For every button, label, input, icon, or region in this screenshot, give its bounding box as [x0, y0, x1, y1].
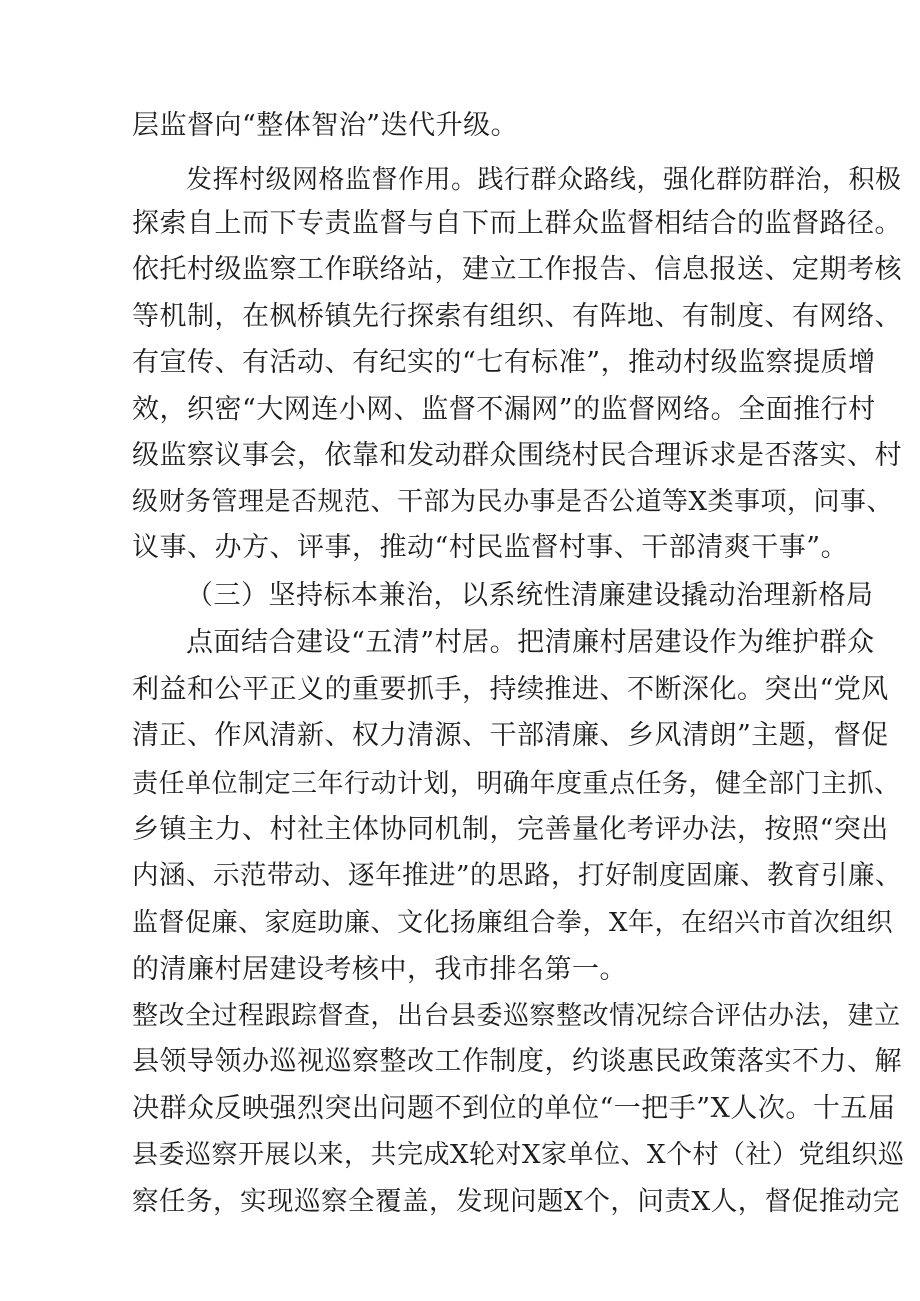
text-line: 整改全过程跟踪督查，出台县委巡察整改情况综合评估办法，建立 — [132, 1001, 901, 1031]
text-line: 效，织密“大网连小网、监督不漏网”的监督网络。全面推行村 — [132, 394, 876, 425]
paragraph-start-line: 发挥村级网格监督作用。践行群众路线，强化群防群治，积极 — [186, 165, 902, 195]
text-line: 利益和公平正义的重要抓手，持续推进、不断深化。突出“党风 — [132, 674, 889, 705]
text-line: 察任务，实现巡察全覆盖，发现问题X个，问责X人，督促推动完 — [132, 1186, 900, 1217]
text-line: 有宣传、有活动、有纪实的“七有标准”，推动村级监察提质增 — [132, 347, 876, 378]
text-line: 的清廉村居建设考核中，我市排名第一。 — [132, 954, 627, 985]
text-line: 清正、作风清新、权力清源、干部清廉、乡风清朗”主题，督促 — [132, 720, 889, 751]
text-line: 议事、办方、评事，推动“村民监督村事、干部清爽干事”。 — [132, 532, 849, 563]
text-line: 决群众反映强烈突出问题不到位的单位“一把手”X人次。十五届 — [132, 1093, 896, 1124]
text-line: 等机制，在枫桥镇先行探索有组织、有阵地、有制度、有网络、 — [132, 301, 902, 332]
text-line: 级监察议事会，依靠和发动群众围绕村民合理诉求是否落实、村 — [132, 440, 902, 471]
text-line: 内涵、示范带动、逐年推进”的思路，打好制度固廉、教育引廉、 — [132, 860, 903, 891]
text-line: 层监督向“整体智治”迭代升级。 — [132, 110, 519, 141]
paragraph-start-line: 点面结合建设“五清”村居。把清廉村居建设作为维护群众 — [186, 627, 875, 658]
text-line: 探索自上而下专责监督与自下而上群众监督相结合的监督路径。 — [132, 208, 902, 239]
text-line: 级财务管理是否规范、干部为民办事是否公道等X类事项，问事、 — [132, 487, 894, 517]
text-line: 依托村级监察工作联络站，建立工作报告、信息报送、定期考核 — [132, 254, 902, 285]
section-heading: （三）坚持标本兼治，以系统性清廉建设撬动治理新格局 — [186, 580, 874, 611]
text-line: 责任单位制定三年行动计划，明确年度重点任务，健全部门主抓、 — [132, 769, 901, 799]
text-line: 县领导领办巡视巡察整改工作制度，约谈惠民政策落实不力、解 — [132, 1046, 902, 1077]
text-line: 监督促廉、家庭助廉、文化扬廉组合拳，X年，在绍兴市首次组织 — [132, 908, 894, 938]
text-line: 乡镇主力、村社主体协同机制，完善量化考评办法，按照“突出 — [132, 814, 889, 845]
text-line: 县委巡察开展以来，共完成X轮对X家单位、X个村（社）党组织巡 — [132, 1140, 905, 1170]
